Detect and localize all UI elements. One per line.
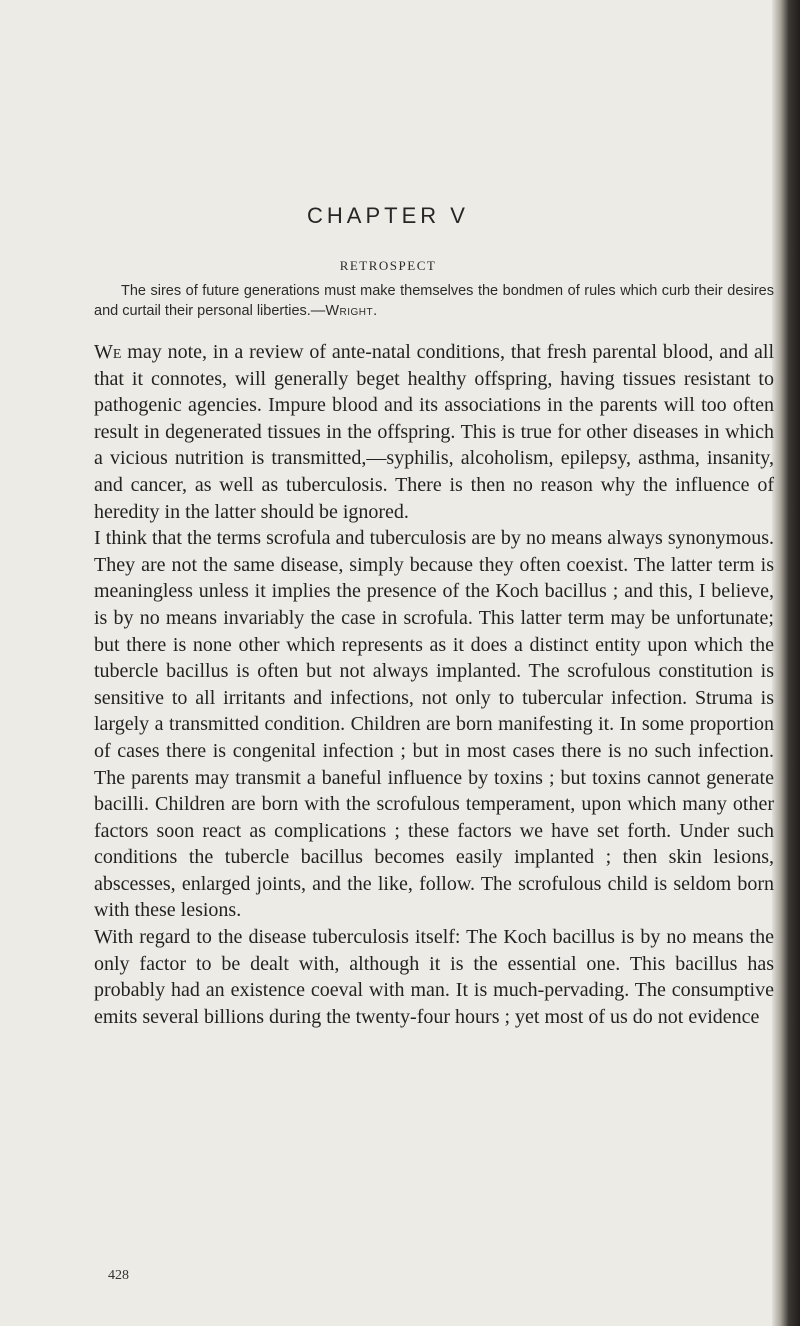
paragraph-2: I think that the terms scrofula and tuberculosis are by no means always synonymous. They are not the same disease, simply because they often coexist. The latter term is meaningless unless it implies the presence of the Koch bacillus ; and this, I believe, is by no means invariably the case in scrofula. This latter term may be unfortunate; but there is none other which represents as it does a distinct entity upon which the tubercle bacillus is often but not always implanted. The scrofulous constitution is sensitive to all irritants and infections, not only to tubercular infection. Struma is largely a transmitted condition. Children are born manifesting it. In some proportion of cases there is congenital infection ; but in most cases there is no such infection. The parents may transmit a baneful influence by toxins ; but toxins cannot generate bacilli. Children are born with the scrofulous temperament, upon which many other factors soon react as complications ; these factors we have set forth. Under such conditions the tubercle bacillus becomes easily implanted ; then skin lesions, abscesses, enlarged joints, and the like, follow. The scrofulous child is seldom born with these lesions. (94, 527, 774, 922)
section-title: RETROSPECT (339, 258, 437, 273)
paragraph-3: With regard to the disease tuberculosis itself: The Koch bacillus is by no means the only factor to be dealt with, although it is the essential one. This bacillus has probably had an existence coeval with man. It is much-pervading. The consumptive emits several billions during the twenty-four hours ; yet most of us do not evidence (94, 926, 774, 1028)
page-number: 428 (108, 1268, 129, 1283)
paragraph-1-text: may note, in a review of ante-natal conditions, that fresh parental blood, and all that it connotes, will generally beget healthy offspring, having tissues resistant to pathogenic agencies. Impure blood and its associations in the parents will too often result in degenerated tissues in the offspring. This is true for other diseases in which a vicious nutrition is transmitted,—syphilis, alcoholism, epilepsy, asthma, insanity, and cancer, as well as tuberculosis. There is then no reason why the influence of heredity in the latter should be ignored. (94, 341, 774, 523)
epigraph-author: Wright. (325, 303, 378, 319)
chapter-title: CHAPTER V (307, 203, 469, 228)
epigraph-text: The sires of future generations must make themselves the bondmen of rules which curb their desires and curtail their personal liberties.— (94, 283, 774, 319)
book-spine-shadow (772, 0, 800, 1326)
epigraph (94, 281, 774, 321)
paragraph-1 (94, 339, 774, 525)
epigraph-paragraph (94, 281, 774, 321)
paragraph-1-lead: We (94, 341, 122, 363)
body-text (94, 339, 774, 1030)
